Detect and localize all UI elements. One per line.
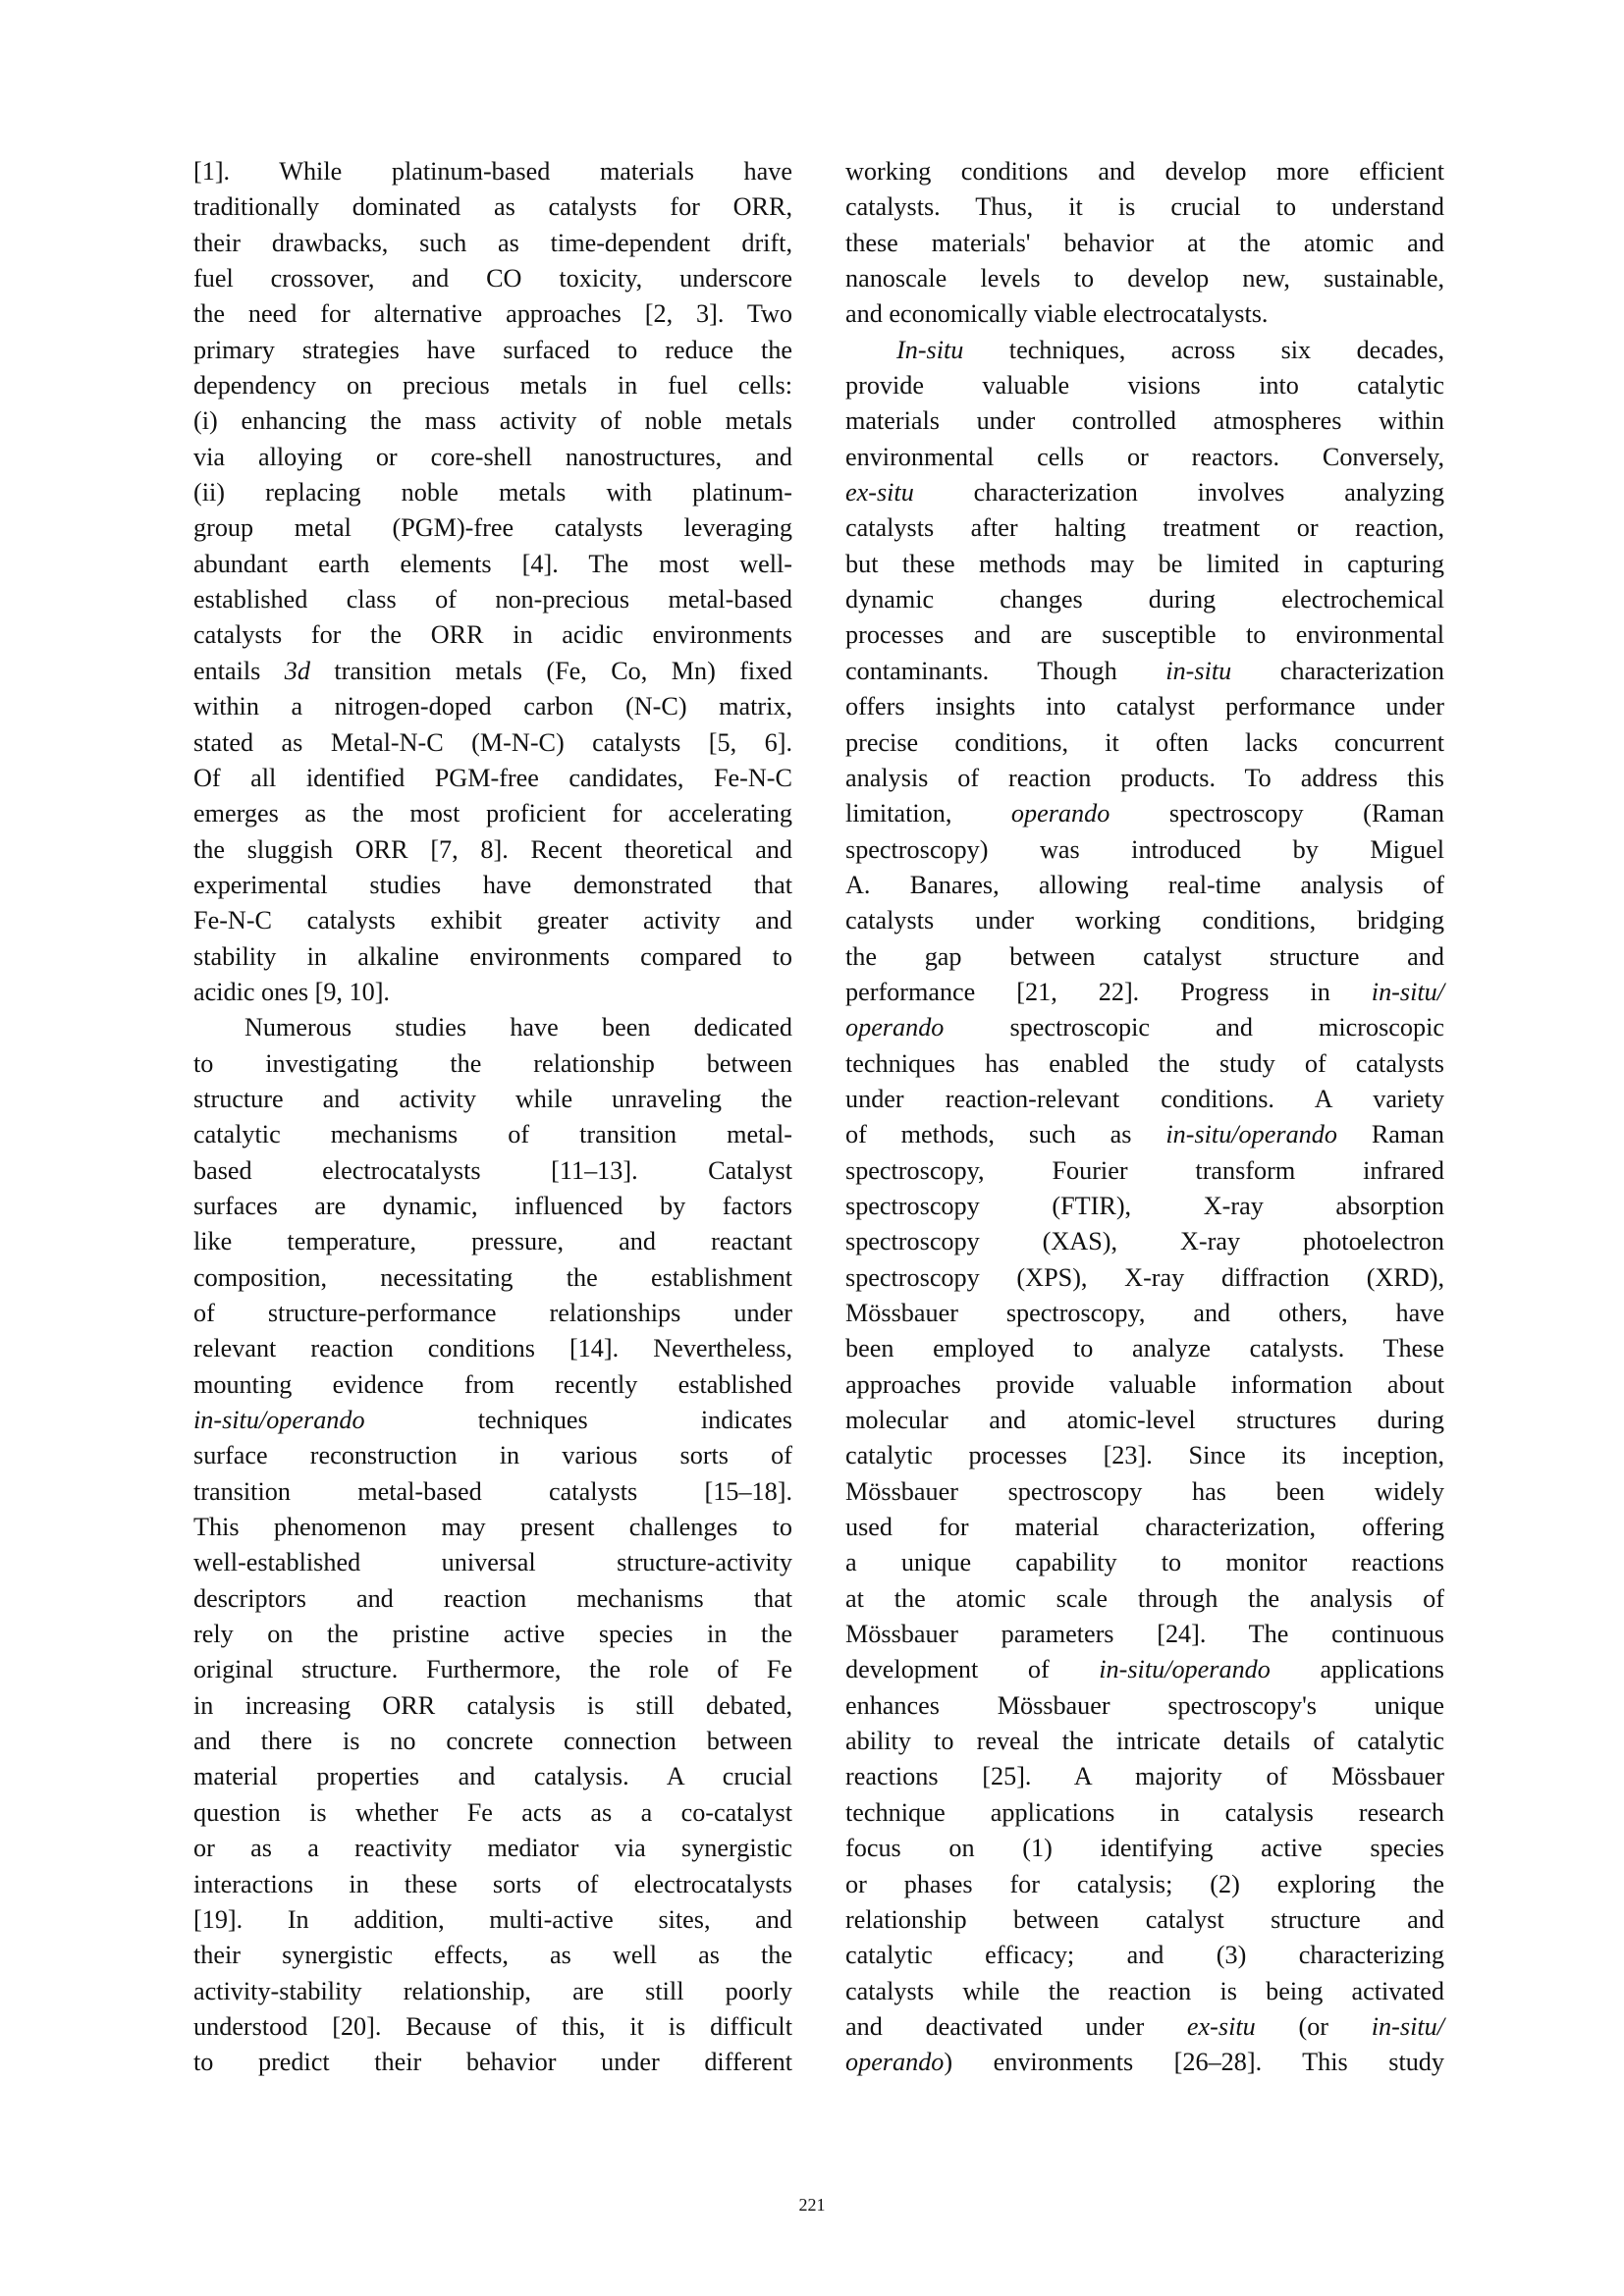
text-segment: acidic ones [9, 10]. [193, 977, 390, 1006]
text-segment: well-established universal structure-activity [193, 1548, 792, 1577]
text-segment: catalysts for the ORR in acidic environments [193, 620, 792, 650]
text-line [193, 189, 792, 225]
text-line [845, 2045, 1444, 2080]
text-segment: under reaction-relevant conditions. A variety [845, 1084, 1444, 1113]
text-line [193, 1652, 792, 1687]
text-line [845, 333, 1444, 368]
text-line [845, 154, 1444, 189]
text-segment: catalytic efficacy; and (3) characterizing [845, 1941, 1444, 1970]
text-segment: provide valuable visions into catalytic [845, 371, 1444, 400]
text-segment: Fe-N-C catalysts exhibit greater activity and [193, 906, 792, 935]
italic-text: in-situ [1165, 656, 1232, 685]
text-segment: experimental studies have demonstrated that [193, 870, 792, 899]
italic-text: in-situ/operando [1099, 1655, 1271, 1684]
text-line [845, 510, 1444, 546]
text-segment: of methods, such as [845, 1120, 1166, 1149]
text-segment: entails [193, 656, 285, 685]
text-segment: the sluggish ORR [7, 8]. Recent theoretical and [193, 834, 792, 864]
text-line [193, 333, 792, 368]
text-line [193, 547, 792, 582]
text-segment: a unique capability to monitor reactions [845, 1548, 1444, 1577]
text-line [845, 1153, 1444, 1189]
text-segment: abundant earth elements [4]. The most well- [193, 549, 792, 578]
text-line [193, 296, 792, 332]
text-segment: limitation, [845, 799, 1011, 828]
text-segment: Raman [1336, 1120, 1444, 1149]
text-line [193, 1974, 792, 2009]
text-line [193, 1617, 792, 1652]
italic-text: 3d [284, 656, 310, 685]
text-segment: based electrocatalysts [11–13]. Catalyst [193, 1155, 792, 1185]
text-line [193, 761, 792, 796]
left-column [193, 154, 792, 2081]
text-line [845, 403, 1444, 439]
text-line [193, 1082, 792, 1117]
text-segment: spectroscopy) was introduced by Miguel [845, 834, 1444, 864]
text-line [193, 1224, 792, 1259]
text-line [193, 154, 792, 189]
text-line [845, 1224, 1444, 1259]
text-line [845, 261, 1444, 296]
text-segment: techniques has enabled the study of catalysts [845, 1048, 1444, 1078]
text-segment: traditionally dominated as catalysts for ORR, [193, 192, 792, 222]
text-segment: of structure-performance relationships under [193, 1299, 792, 1327]
text-segment: catalytic mechanisms of transition metal- [193, 1120, 792, 1149]
text-line [845, 475, 1444, 510]
text-segment: analysis of reaction products. To address this [845, 763, 1444, 792]
text-line [845, 975, 1444, 1010]
text-segment: transition metals (Fe, Co, Mn) fixed [309, 656, 793, 685]
text-segment: (ii) replacing noble metals with platinum- [193, 478, 792, 507]
text-segment: structure and activity while unraveling the [193, 1084, 792, 1113]
text-segment: performance [21, 22]. Progress in [845, 977, 1372, 1006]
text-segment: mounting evidence from recently established [193, 1369, 792, 1399]
text-segment: dynamic changes during electrochemical [845, 585, 1444, 614]
text-line [845, 1189, 1444, 1224]
text-line [193, 1581, 792, 1617]
text-line [845, 1367, 1444, 1403]
text-line [845, 2009, 1444, 2045]
text-line [845, 582, 1444, 617]
text-segment: molecular and atomic-level structures during [845, 1406, 1444, 1435]
text-segment: to investigating the relationship between [193, 1048, 792, 1078]
paragraph [193, 154, 792, 1010]
text-segment: like temperature, pressure, and reactant [193, 1227, 792, 1256]
text-segment: This phenomenon may present challenges to [193, 1513, 792, 1542]
text-line [193, 582, 792, 617]
text-line [845, 1403, 1444, 1438]
text-segment: techniques indicates [364, 1406, 792, 1435]
text-segment: fuel crossover, and CO toxicity, underscore [193, 264, 792, 294]
italic-text: in-situ/operando [193, 1406, 365, 1435]
text-segment: catalysts after halting treatment or reaction, [845, 513, 1444, 543]
text-segment: group metal (PGM)-free catalysts leveraging [193, 513, 792, 543]
text-line [845, 1545, 1444, 1580]
text-segment: development of [845, 1655, 1100, 1684]
text-segment: spectroscopic and microscopic [944, 1013, 1444, 1042]
text-segment: spectroscopy (Raman [1110, 799, 1444, 828]
text-segment: environmental cells or reactors. Conversely, [845, 442, 1444, 471]
text-line [193, 617, 792, 653]
text-line [845, 1724, 1444, 1759]
text-line [845, 1260, 1444, 1296]
text-segment: dependency on precious metals in fuel cells: [193, 371, 792, 400]
text-line [845, 761, 1444, 796]
text-line [845, 796, 1444, 831]
text-segment: focus on (1) identifying active species [845, 1834, 1444, 1863]
text-line [193, 1902, 792, 1938]
text-line [845, 1581, 1444, 1617]
text-line [845, 1831, 1444, 1866]
text-segment: offers insights into catalyst performance under [845, 692, 1444, 721]
text-segment: primary strategies have surfaced to reduce the [193, 335, 792, 364]
text-segment: spectroscopy (FTIR), X-ray absorption [845, 1191, 1444, 1220]
italic-text: operando [1010, 799, 1110, 828]
text-segment: precise conditions, it often lacks concurrent [845, 727, 1444, 757]
text-segment: (i) enhancing the mass activity of noble metals [193, 406, 792, 436]
text-segment: stated as Metal-N-C (M-N-C) catalysts [5, 6]. [193, 727, 792, 757]
text-segment: spectroscopy (XAS), X-ray photoelectron [845, 1227, 1444, 1256]
text-line [845, 654, 1444, 689]
text-segment: applications [1270, 1655, 1444, 1684]
paragraph [845, 333, 1444, 2081]
text-line [193, 975, 792, 1010]
text-segment: [1]. While platinum-based materials have [193, 157, 792, 186]
italic-text: ex-situ [1186, 2011, 1256, 2041]
text-segment: to predict their behavior under different [193, 2048, 792, 2077]
text-line [193, 1759, 792, 1794]
text-line [845, 226, 1444, 261]
text-segment: descriptors and reaction mechanisms that [193, 1583, 792, 1613]
text-line [845, 1617, 1444, 1652]
text-line [845, 1046, 1444, 1082]
text-line [193, 1867, 792, 1902]
text-line [193, 510, 792, 546]
text-segment: Mössbauer parameters [24]. The continuous [845, 1620, 1444, 1649]
text-line [193, 368, 792, 403]
text-line [193, 1831, 792, 1866]
text-segment: stability in alkaline environments compared to [193, 941, 792, 971]
text-segment: via alloying or core-shell nanostructures, and [193, 442, 792, 471]
text-line [845, 1331, 1444, 1366]
text-segment: their synergistic effects, as well as the [193, 1941, 792, 1970]
text-segment: transition metal-based catalysts [15–18]. [193, 1476, 792, 1506]
right-column [845, 154, 1444, 2081]
text-line [845, 1510, 1444, 1545]
text-segment: A. Banares, allowing real-time analysis of [845, 870, 1444, 899]
text-segment: emerges as the most proficient for accelerating [193, 799, 792, 828]
text-line [845, 1867, 1444, 1902]
text-line [193, 939, 792, 975]
text-segment: spectroscopy (XPS), X-ray diffraction (XRD), [845, 1262, 1444, 1292]
text-line [193, 868, 792, 903]
text-line [193, 1189, 792, 1224]
text-segment: reactions [25]. A majority of Mössbauer [845, 1762, 1444, 1791]
text-line [193, 1296, 792, 1331]
text-segment: catalysts. Thus, it is crucial to understand [845, 192, 1444, 222]
text-line [845, 1474, 1444, 1510]
text-segment: activity-stability relationship, are still poorly [193, 1976, 792, 2005]
text-line [845, 1296, 1444, 1331]
text-segment: characterization involves analyzing [913, 478, 1444, 507]
text-line [193, 1545, 792, 1580]
paragraph [845, 154, 1444, 333]
text-line [845, 296, 1444, 332]
text-line [193, 475, 792, 510]
text-line [845, 689, 1444, 724]
text-segment: Mössbauer spectroscopy, and others, have [845, 1299, 1444, 1327]
text-line [845, 1082, 1444, 1117]
text-line [193, 832, 792, 868]
text-line [193, 796, 792, 831]
text-segment: material properties and catalysis. A crucial [193, 1762, 792, 1791]
text-line [845, 868, 1444, 903]
text-line [193, 1474, 792, 1510]
text-line [845, 832, 1444, 868]
text-segment: interactions in these sorts of electrocatalysts [193, 1869, 792, 1898]
text-segment: (or [1255, 2011, 1372, 2041]
text-segment: characterization [1231, 656, 1444, 685]
italic-text: In-situ [896, 335, 964, 364]
text-segment: within a nitrogen-doped carbon (N-C) matrix, [193, 692, 792, 721]
text-line [193, 1688, 792, 1724]
text-segment: catalytic processes [23]. Since its inception, [845, 1441, 1444, 1470]
text-line [845, 617, 1444, 653]
text-segment: original structure. Furthermore, the role of Fe [193, 1655, 792, 1684]
text-line [845, 1795, 1444, 1831]
text-line [845, 939, 1444, 975]
text-line [193, 1438, 792, 1473]
text-line [193, 654, 792, 689]
text-line [845, 547, 1444, 582]
text-segment: used for material characterization, offering [845, 1513, 1444, 1542]
text-segment: techniques, across six decades, [963, 335, 1444, 364]
text-segment: relationship between catalyst structure and [845, 1904, 1444, 1934]
text-line [193, 1153, 792, 1189]
text-line [193, 1510, 792, 1545]
text-segment: and deactivated under [845, 2011, 1187, 2041]
text-line [193, 1367, 792, 1403]
text-segment: understood [20]. Because of this, it is difficult [193, 2011, 792, 2041]
text-segment: at the atomic scale through the analysis of [845, 1583, 1444, 1613]
text-line [193, 2045, 792, 2080]
text-line [193, 226, 792, 261]
text-line [193, 1724, 792, 1759]
text-line [845, 1688, 1444, 1724]
text-line [193, 1795, 792, 1831]
text-line [845, 1759, 1444, 1794]
text-segment: in increasing ORR catalysis is still debated, [193, 1690, 792, 1720]
text-segment: technique applications in catalysis research [845, 1797, 1444, 1827]
text-segment: or phases for catalysis; (2) exploring the [845, 1869, 1444, 1898]
text-segment: catalysts under working conditions, bridging [845, 906, 1444, 935]
text-line [193, 1010, 792, 1045]
text-line [845, 368, 1444, 403]
text-line [845, 1902, 1444, 1938]
text-line [845, 1117, 1444, 1152]
text-segment: Mössbauer spectroscopy has been widely [845, 1476, 1444, 1506]
text-line [845, 440, 1444, 475]
text-segment: contaminants. Though [845, 656, 1166, 685]
italic-text: ex-situ [845, 478, 914, 507]
text-line [193, 1046, 792, 1082]
text-line [845, 725, 1444, 761]
text-segment: enhances Mössbauer spectroscopy's unique [845, 1690, 1444, 1720]
text-segment: been employed to analyze catalysts. These [845, 1334, 1444, 1363]
italic-text: operando [845, 1013, 945, 1042]
text-line [845, 189, 1444, 225]
text-segment: or as a reactivity mediator via synergistic [193, 1834, 792, 1863]
text-segment: [19]. In addition, multi-active sites, and [193, 1904, 792, 1934]
text-segment: ability to reveal the intricate details of catalytic [845, 1727, 1444, 1756]
text-line [193, 1117, 792, 1152]
text-line [193, 1403, 792, 1438]
text-segment: catalysts while the reaction is being activated [845, 1976, 1444, 2005]
text-segment: and there is no concrete connection between [193, 1727, 792, 1756]
text-segment: question is whether Fe acts as a co-catalyst [193, 1797, 792, 1827]
text-line [193, 1260, 792, 1296]
italic-text: in-situ/operando [1165, 1120, 1337, 1149]
text-segment: spectroscopy, Fourier transform infrared [845, 1155, 1444, 1185]
paragraph [193, 1010, 792, 2080]
text-segment: Numerous studies have been dedicated [244, 1013, 792, 1042]
text-line [193, 1331, 792, 1366]
italic-text: operando [845, 2048, 945, 2077]
text-segment: ) environments [26–28]. This study [944, 2048, 1444, 2077]
text-segment: and economically viable electrocatalysts. [845, 299, 1269, 329]
text-segment: but these methods may be limited in capturing [845, 549, 1444, 578]
text-segment: working conditions and develop more efficient [845, 157, 1444, 186]
text-line [845, 1438, 1444, 1473]
text-segment: surfaces are dynamic, influenced by factors [193, 1191, 792, 1220]
text-line [193, 903, 792, 938]
text-line [845, 903, 1444, 938]
text-line [193, 261, 792, 296]
text-segment: these materials' behavior at the atomic and [845, 228, 1444, 257]
text-line [845, 1974, 1444, 2009]
text-line [845, 1652, 1444, 1687]
text-line [193, 689, 792, 724]
text-line [845, 1010, 1444, 1045]
text-segment: the need for alternative approaches [2, 3]. Two [193, 299, 792, 329]
text-line [845, 1938, 1444, 1973]
text-segment: nanoscale levels to develop new, sustainable, [845, 264, 1444, 294]
text-segment: processes and are susceptible to environmental [845, 620, 1444, 650]
text-segment: rely on the pristine active species in the [193, 1620, 792, 1649]
text-segment: surface reconstruction in various sorts of [193, 1441, 792, 1470]
text-line [193, 403, 792, 439]
page-number: 221 [798, 2195, 826, 2215]
text-line [193, 440, 792, 475]
text-segment: the gap between catalyst structure and [845, 941, 1444, 971]
text-segment: their drawbacks, such as time-dependent drift, [193, 228, 792, 257]
italic-text: in-situ/ [1371, 2011, 1444, 2041]
text-line [193, 725, 792, 761]
text-segment: approaches provide valuable information about [845, 1369, 1444, 1399]
text-line [193, 2009, 792, 2045]
text-segment: relevant reaction conditions [14]. Nevertheless, [193, 1334, 792, 1363]
text-segment: Of all identified PGM-free candidates, Fe-N-C [193, 763, 792, 792]
text-segment: composition, necessitating the establishment [193, 1262, 792, 1292]
italic-text: in-situ/ [1371, 977, 1444, 1006]
text-line [193, 1938, 792, 1973]
text-segment: established class of non-precious metal-based [193, 585, 792, 614]
text-segment: materials under controlled atmospheres within [845, 406, 1444, 436]
